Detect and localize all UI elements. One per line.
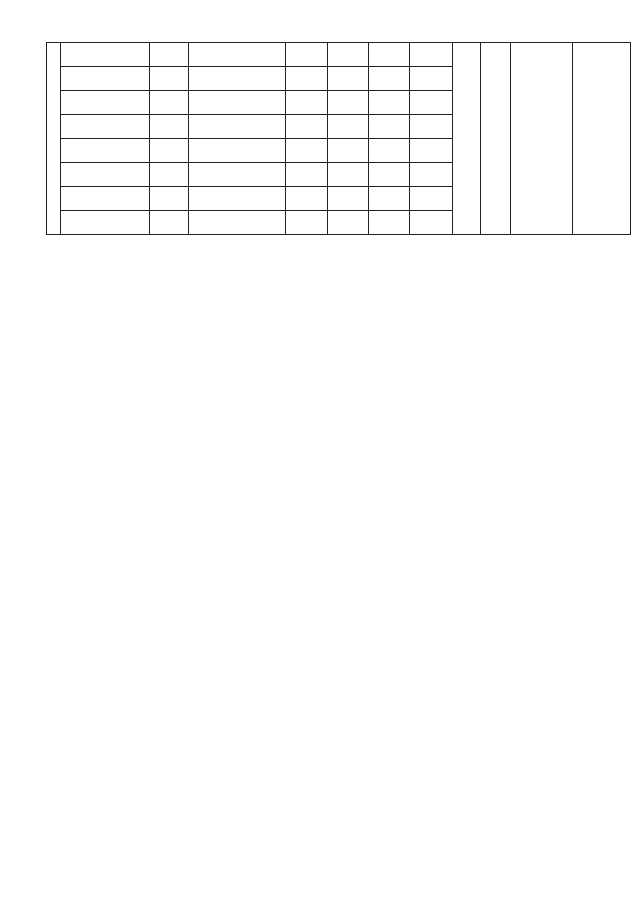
license-cell <box>369 211 410 235</box>
amount-cell <box>573 43 631 235</box>
address-cell <box>189 139 286 163</box>
date-cell <box>410 211 453 235</box>
row-number-cell <box>47 43 61 235</box>
okpo-code-cell <box>150 187 189 211</box>
license-cell <box>369 91 410 115</box>
address-cell <box>189 43 286 67</box>
bik-cell <box>328 43 369 67</box>
inn-cell <box>286 163 328 187</box>
address-cell <box>189 67 286 91</box>
okpo-code-cell <box>150 67 189 91</box>
address-cell <box>189 163 286 187</box>
bik-cell <box>328 187 369 211</box>
date-cell <box>410 139 453 163</box>
bik-cell <box>328 67 369 91</box>
inn-cell <box>286 43 328 67</box>
empty-cell <box>481 43 511 235</box>
empty-cell <box>453 43 481 235</box>
amount-cell <box>511 43 573 235</box>
bik-cell <box>328 211 369 235</box>
table-row <box>47 43 631 67</box>
branches-table-1 <box>46 42 631 235</box>
date-cell <box>410 187 453 211</box>
date-cell <box>410 43 453 67</box>
bik-cell <box>328 115 369 139</box>
okpo-code-cell <box>150 91 189 115</box>
address-cell <box>189 91 286 115</box>
address-cell <box>189 211 286 235</box>
okpo-code-cell <box>150 139 189 163</box>
inn-cell <box>286 187 328 211</box>
address-cell <box>189 187 286 211</box>
okpo-code-cell <box>150 115 189 139</box>
okpo-code-cell <box>150 163 189 187</box>
branch-name-cell <box>61 115 150 139</box>
license-cell <box>369 43 410 67</box>
license-cell <box>369 187 410 211</box>
address-cell <box>189 115 286 139</box>
date-cell <box>410 115 453 139</box>
license-cell <box>369 163 410 187</box>
branch-name-cell <box>61 211 150 235</box>
inn-cell <box>286 115 328 139</box>
bik-cell <box>328 91 369 115</box>
inn-cell <box>286 139 328 163</box>
inn-cell <box>286 91 328 115</box>
branch-name-cell <box>61 43 150 67</box>
date-cell <box>410 163 453 187</box>
okpo-code-cell <box>150 43 189 67</box>
branch-name-cell <box>61 163 150 187</box>
branch-name-cell <box>61 187 150 211</box>
license-cell <box>369 139 410 163</box>
branch-name-cell <box>61 67 150 91</box>
bik-cell <box>328 163 369 187</box>
bik-cell <box>328 139 369 163</box>
branch-name-cell <box>61 139 150 163</box>
okpo-code-cell <box>150 211 189 235</box>
date-cell <box>410 91 453 115</box>
inn-cell <box>286 211 328 235</box>
license-cell <box>369 67 410 91</box>
branch-name-cell <box>61 91 150 115</box>
inn-cell <box>286 67 328 91</box>
date-cell <box>410 67 453 91</box>
license-cell <box>369 115 410 139</box>
